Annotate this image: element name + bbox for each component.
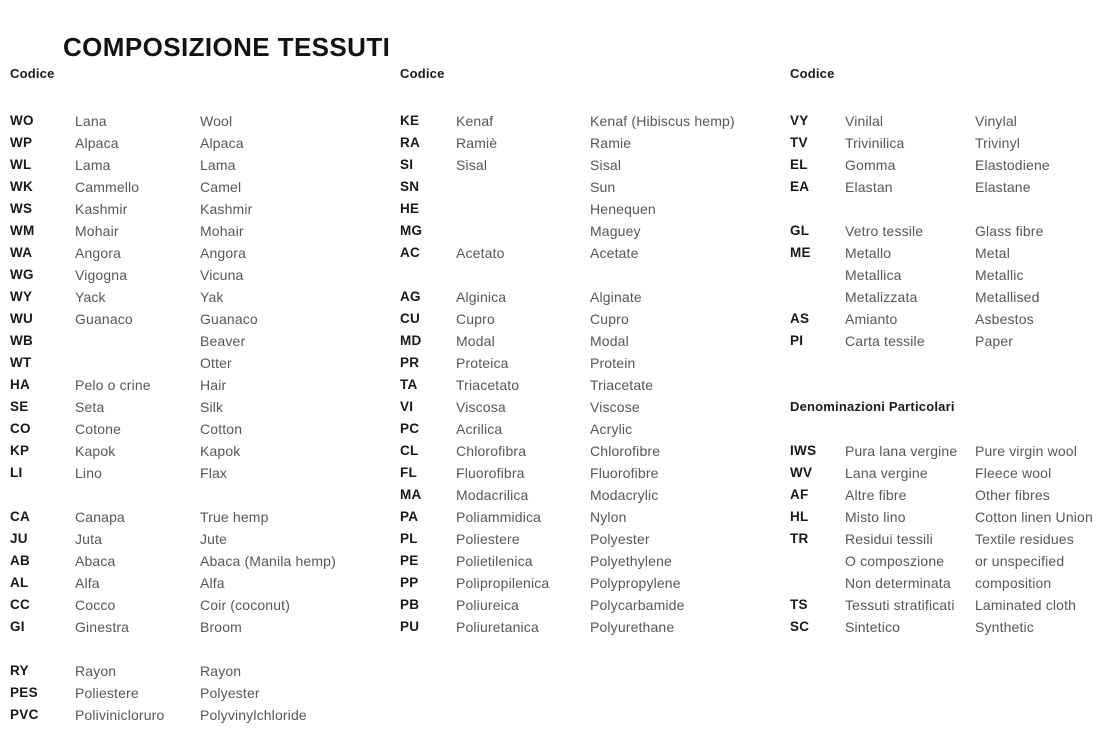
fibre-name-italian: Polipropilenica [456,575,550,591]
fibre-name-italian: Juta [75,531,103,547]
code-row [790,264,1104,286]
fibre-code: AG [400,289,421,304]
code-row [400,462,782,484]
fibre-code: TV [790,135,808,150]
fibre-code: LI [10,465,23,480]
fibre-name-italian: Triacetato [456,377,520,393]
fibre-name-english: Acetate [590,245,639,261]
fibre-name-italian: Ginestra [75,619,130,635]
fibre-name-english: Metal [975,245,1010,261]
fibre-code: CL [400,443,419,458]
code-row [10,506,392,528]
fibre-name-english: Mohair [200,223,244,239]
fibre-name-italian: Fluorofibra [456,465,525,481]
fibre-name-english: Kenaf (Hibiscus hemp) [590,113,735,129]
code-row [790,484,1104,506]
fibre-code [790,286,845,308]
code-row [790,550,1104,572]
code-row [10,176,392,198]
fibre-name-english: Textile residues [975,531,1074,547]
code-row [10,440,392,462]
code-row [400,242,782,264]
fibre-code: PC [400,421,420,436]
fibre-code: CO [10,421,31,436]
fibre-name-italian: Guanaco [75,311,133,327]
fibre-code: FL [400,465,418,480]
code-row [10,660,392,682]
fibre-name-english: Elastane [975,179,1031,195]
fibre-code: PB [400,597,420,612]
fibre-name-english: Henequen [590,201,656,217]
fibre-name-english: Viscose [590,399,640,415]
fibre-code: SC [790,619,810,634]
code-row [400,594,782,616]
fibre-name-italian [456,220,590,242]
fibre-code: PP [400,575,419,590]
fibre-name-italian: Poliuretanica [456,619,539,635]
column-header-codice: Codice [10,66,55,81]
fibre-name-italian: Altre fibre [845,487,907,503]
code-row [10,264,392,286]
fibre-name-italian: Amianto [845,311,898,327]
fibre-code: KP [10,443,30,458]
page-title: COMPOSIZIONE TESSUTI [63,32,391,63]
code-row [790,132,1104,154]
column-header-codice: Codice [400,66,445,81]
fibre-name-italian: Metallo [845,245,892,261]
fibre-name-italian: Acrilica [456,421,503,437]
fibre-code: VI [400,399,414,414]
code-row [790,220,1104,242]
fibre-name-italian: Abaca [75,553,116,569]
code-row [790,110,1104,132]
fibre-name-italian: Rayon [75,663,117,679]
fibre-code: CC [10,597,31,612]
fibre-name-english: Coir (coconut) [200,597,291,613]
fibre-name-english: Fleece wool [975,465,1052,481]
fibre-name-italian: O composzione [845,553,945,569]
code-row [10,242,392,264]
fibre-code: EA [790,179,810,194]
fibre-name-italian: Angora [75,245,122,261]
fibre-code: TS [790,597,808,612]
code-row [10,550,392,572]
code-row [10,330,392,352]
fibre-code: MG [400,223,423,238]
fibre-name-italian: Tessuti stratificati [845,597,955,613]
code-row [790,572,1104,594]
fibre-code: AF [790,487,809,502]
fibre-code: PL [400,531,418,546]
column-header-codice: Codice [790,66,835,81]
fibre-name-english: Asbestos [975,311,1034,327]
fibre-name-english: Polyester [200,685,260,701]
fibre-name-english: Other fibres [975,487,1050,503]
fibre-code: AS [790,311,810,326]
fibre-name-english: Maguey [590,223,641,239]
row-spacer [10,638,392,660]
code-row [10,418,392,440]
code-row [400,330,782,352]
fibre-name-english: Protein [590,355,636,371]
fibre-name-italian: Elastan [845,179,893,195]
fibre-name-italian [75,330,200,352]
fibre-name-italian: Non determinata [845,575,951,591]
fibre-name-italian: Lama [75,157,111,173]
fibre-code: EL [790,157,808,172]
fibre-name-english: Rayon [200,663,242,679]
code-row [790,308,1104,330]
fibre-code: CA [10,509,31,524]
fibre-code: WB [10,333,34,348]
fibre-name-italian: Metallica [845,267,902,283]
fibre-name-italian: Gomma [845,157,896,173]
fibre-name-english: or unspecified [975,553,1065,569]
fibre-code: RA [400,135,421,150]
fibre-name-english: Flax [200,465,228,481]
fibre-name-english: Kapok [200,443,241,459]
fibre-name-italian: Seta [75,399,105,415]
code-row [400,374,782,396]
fibre-name-english: Metallic [975,267,1024,283]
fibre-name-italian: Poliureica [456,597,519,613]
fibre-name-english: Cupro [590,311,629,327]
fibre-code: RY [10,663,29,678]
fibre-code: HA [10,377,31,392]
fibre-code: IWS [790,443,817,458]
fibre-name-italian: Modacrilica [456,487,529,503]
fibre-name-italian [456,176,590,198]
fibre-name-english: Sun [590,179,616,195]
fibre-name-italian: Kapok [75,443,116,459]
code-row [10,682,392,704]
code-row [400,418,782,440]
code-row [400,440,782,462]
fibre-code: JU [10,531,28,546]
code-row [400,198,782,220]
fibre-name-italian: Lino [75,465,103,481]
code-row [400,528,782,550]
fibre-name-italian: Cammello [75,179,140,195]
fibre-code: WK [10,179,34,194]
code-row [400,176,782,198]
fibre-code: HE [400,201,420,216]
fibre-name-italian: Proteica [456,355,509,371]
fibre-name-english: Acrylic [590,421,633,437]
fibre-name-english: composition [975,575,1052,591]
fibre-name-english: Alginate [590,289,642,305]
fibre-code: MA [400,487,422,502]
fibre-code: WV [790,465,813,480]
row-spacer [10,484,392,506]
fibre-name-italian [456,198,590,220]
fibre-name-english: Broom [200,619,242,635]
fibre-code: AB [10,553,31,568]
fibre-name-italian: Lana [75,113,107,129]
row-spacer [790,418,1104,440]
code-row [790,440,1104,462]
fibre-name-italian: Lana vergine [845,465,928,481]
fibre-name-english: Nylon [590,509,627,525]
fibre-name-italian: Metalizzata [845,289,918,305]
fibre-code: GI [10,619,25,634]
fibre-name-english: Triacetate [590,377,654,393]
fibre-name-italian: Trivinilica [845,135,905,151]
code-row [400,352,782,374]
code-row [10,594,392,616]
fibre-name-english: Abaca (Manila hemp) [200,553,336,569]
fibre-name-italian: Cupro [456,311,495,327]
fibre-name-italian [75,352,200,374]
fibre-name-italian: Polietilenica [456,553,533,569]
code-row [10,308,392,330]
fibre-name-italian: Acetato [456,245,505,261]
fibre-code: PES [10,685,38,700]
fibre-name-english: Laminated cloth [975,597,1077,613]
fibre-name-english: Polyethylene [590,553,672,569]
fibre-name-italian: Pura lana vergine [845,443,958,459]
fibre-code: WU [10,311,34,326]
fibre-code: CU [400,311,421,326]
fibre-name-italian: Alginica [456,289,507,305]
fibre-name-english: Cotton linen Union [975,509,1093,525]
code-row [10,374,392,396]
fibre-name-english: Vicuna [200,267,244,283]
fibre-name-italian: Poliammidica [456,509,542,525]
code-row [10,616,392,638]
code-row [10,572,392,594]
code-row [400,154,782,176]
code-row [10,220,392,242]
fibre-name-italian: Poliestere [456,531,520,547]
code-row [400,572,782,594]
fibre-code: HL [790,509,809,524]
code-row [400,308,782,330]
fibre-name-italian: Vigogna [75,267,128,283]
fibre-code: PVC [10,707,39,722]
fibre-name-english: Trivinyl [975,135,1021,151]
row-spacer [790,352,1104,374]
code-row [10,528,392,550]
code-row [790,176,1104,198]
code-row [400,506,782,528]
code-row [790,330,1104,352]
code-row [400,220,782,242]
fibre-name-english: Lama [200,157,236,173]
code-row [10,110,392,132]
fibre-code: WG [10,267,34,282]
code-row [400,286,782,308]
code-row [790,462,1104,484]
fibre-code: SI [400,157,414,172]
fibre-name-english: Polypropylene [590,575,681,591]
fibre-code: ME [790,245,811,260]
fibre-name-italian: Modal [456,333,495,349]
fibre-code: WY [10,289,33,304]
fibre-name-english: Glass fibre [975,223,1044,239]
fibre-name-english: Angora [200,245,247,261]
code-row [10,198,392,220]
code-row [400,110,782,132]
fibre-name-english: Paper [975,333,1014,349]
fibre-code: TA [400,377,418,392]
fibre-name-italian: Pelo o crine [75,377,151,393]
fibre-code: TR [790,531,809,546]
code-row [10,704,392,726]
fibre-name-english: True hemp [200,509,269,525]
fibre-name-italian: Ramiè [456,135,498,151]
fibre-name-italian: Vinilal [845,113,884,129]
fibre-name-english: Polyurethane [590,619,675,635]
fibre-name-english: Alfa [200,575,225,591]
code-row [400,132,782,154]
fibre-name-italian: Vetro tessile [845,223,924,239]
fibre-code: WS [10,201,33,216]
code-row [790,286,1104,308]
fibre-name-english: Pure virgin wool [975,443,1077,459]
fibre-name-english: Beaver [200,333,246,349]
fibre-code: AL [10,575,29,590]
fibre-name-english: Ramie [590,135,632,151]
fibre-code: WA [10,245,33,260]
fibre-name-italian: Residui tessili [845,531,933,547]
fibre-name-english: Otter [200,355,232,371]
fibre-name-italian: Alfa [75,575,100,591]
fibre-name-english: Yak [200,289,224,305]
fibre-code: PI [790,333,804,348]
fibre-code: PA [400,509,419,524]
code-row [10,132,392,154]
fibre-name-english: Vinylal [975,113,1018,129]
fibre-code: WL [10,157,32,172]
fibre-code [790,572,845,594]
code-row [400,550,782,572]
row-spacer [790,198,1104,220]
fibre-name-english: Kashmir [200,201,253,217]
fibre-name-italian: Chlorofibra [456,443,527,459]
code-column-3 [790,63,1104,638]
fibre-name-italian: Polivinicloruro [75,707,165,723]
fibre-name-italian: Mohair [75,223,119,239]
fibre-code: KE [400,113,420,128]
fibre-code: PR [400,355,420,370]
fibre-name-english: Polyester [590,531,650,547]
section-heading-denominazioni-particolari: Denominazioni Particolari [790,399,955,414]
code-row [400,484,782,506]
fibre-name-italian: Kenaf [456,113,494,129]
fibre-code: AC [400,245,421,260]
fibre-code: GL [790,223,810,238]
code-column-2 [400,63,782,638]
fibre-name-english: Wool [200,113,233,129]
fibre-name-english: Guanaco [200,311,258,327]
fibre-name-english: Modal [590,333,629,349]
fibre-name-italian: Sisal [456,157,488,173]
code-row [10,286,392,308]
fibre-name-italian: Viscosa [456,399,506,415]
code-row [790,528,1104,550]
fibre-name-english: Cotton [200,421,243,437]
fibre-name-english: Alpaca [200,135,244,151]
fibre-code: WT [10,355,32,370]
fibre-name-italian: Poliestere [75,685,139,701]
fibre-code: VY [790,113,809,128]
fibre-name-english: Fluorofibre [590,465,659,481]
fibre-code [790,264,845,286]
code-row [10,396,392,418]
fibre-name-italian: Yack [75,289,106,305]
code-row [790,154,1104,176]
fibre-name-italian: Canapa [75,509,125,525]
code-row [790,506,1104,528]
code-row [10,462,392,484]
fibre-name-english: Polyvinylchloride [200,707,307,723]
fibre-code: SE [10,399,29,414]
fibre-name-italian: Cotone [75,421,122,437]
row-spacer [400,264,782,286]
code-row [790,616,1104,638]
fibre-name-english: Elastodiene [975,157,1050,173]
fibre-code: WO [10,113,34,128]
code-row [10,154,392,176]
fibre-name-english: Synthetic [975,619,1034,635]
row-spacer [790,374,1104,396]
fibre-name-italian: Alpaca [75,135,119,151]
fibre-code: SN [400,179,420,194]
fibre-name-english: Chlorofibre [590,443,661,459]
fibre-code: WM [10,223,35,238]
code-row [400,396,782,418]
fibre-code: MD [400,333,422,348]
fibre-code [790,550,845,572]
fibre-name-english: Jute [200,531,228,547]
fibre-name-english: Polycarbamide [590,597,685,613]
fibre-name-italian: Kashmir [75,201,128,217]
fibre-name-english: Metallised [975,289,1040,305]
code-row [400,616,782,638]
fibre-code: PU [400,619,420,634]
code-row [790,242,1104,264]
fibre-name-english: Silk [200,399,224,415]
fibre-name-english: Modacrylic [590,487,659,503]
fibre-name-english: Sisal [590,157,622,173]
fibre-name-italian: Carta tessile [845,333,925,349]
fibre-name-english: Camel [200,179,242,195]
fibre-code: WP [10,135,33,150]
code-row [10,352,392,374]
code-row [790,594,1104,616]
fibre-name-italian: Sintetico [845,619,901,635]
fibre-name-italian: Cocco [75,597,116,613]
fibre-name-italian: Misto lino [845,509,906,525]
fibre-name-english: Hair [200,377,227,393]
code-column-1 [10,63,392,726]
fibre-code: PE [400,553,419,568]
